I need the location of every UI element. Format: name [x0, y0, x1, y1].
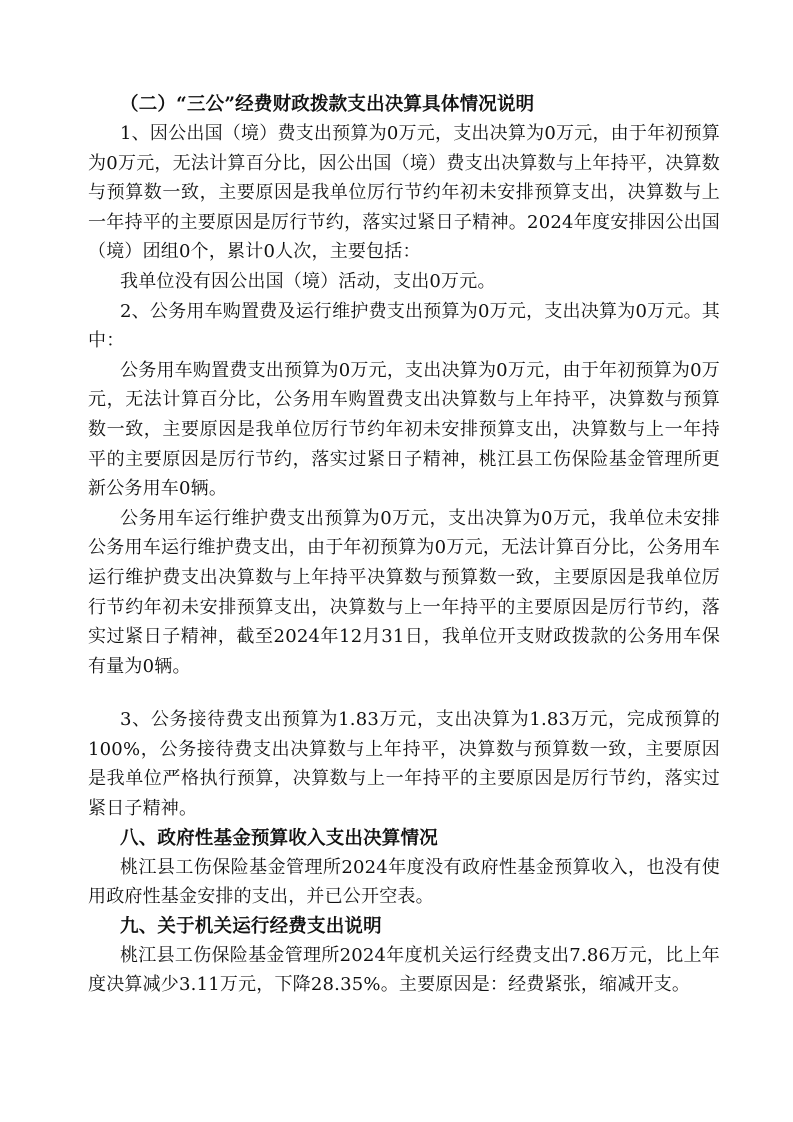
- paragraph-overseas-travel: 1、因公出国（境）费支出预算为0万元，支出决算为0万元，由于年初预算为0万元，无法计算百分比，因公出国（境）费支出决算数与上年持平，决算数与预算数一致，主要原因是我单位厉行节约年初未安排预算支出，决算数与上一年持平的主要原因是厉行节约，落实过紧日子精神。2024年度安排因公出国（境）团组0个，累计0人次，主要包括：: [88, 123, 720, 263]
- section-heading-government-fund: 八、政府性基金预算收入支出决算情况: [120, 827, 438, 849]
- paragraph-government-fund: 桃江县工伤保险基金管理所2024年度没有政府性基金预算收入，也没有使用政府性基金安排的支出，并已公开空表。: [88, 856, 720, 908]
- document-page: [88, 90, 720, 1000]
- section-heading-three-public-expenses: （二）“三公”经费财政拨款支出决算具体情况说明: [120, 94, 535, 115]
- blank-line: [88, 681, 720, 705]
- paragraph-vehicle-summary: 2、公务用车购置费及运行维护费支出预算为0万元，支出决算为0万元。其中：: [88, 300, 720, 352]
- paragraph-vehicle-operation: 公务用车运行维护费支出预算为0万元，支出决算为0万元，我单位未安排公务用车运行维护费支出，由于年初预算为0万元，无法计算百分比，公务用车运行维护费支出决算数与上年持平决算数与预算数一致，主要原因是我单位厉行节约年初未安排预算支出，决算数与上一年持平的主要原因是厉行节约，落实过紧日子精神，截至2024年12月31日，我单位开支财政拨款的公务用车保有量为0辆。: [88, 507, 720, 677]
- paragraph-vehicle-purchase: 公务用车购置费支出预算为0万元，支出决算为0万元，由于年初预算为0万元，无法计算百分比，公务用车购置费支出决算数与上年持平，决算数与预算数一致，主要原因是我单位厉行节约年初未安排预算支出，决算数与上一年持平的主要原因是厉行节约，落实过紧日子精神，桃江县工伤保险基金管理所更新公务用车0辆。: [88, 359, 720, 500]
- paragraph-operating-expenses: 桃江县工伤保险基金管理所2024年度机关运行经费支出7.86万元，比上年度决算减少3.11万元，下降28.35%。主要原因是：经费紧张，缩减开支。: [88, 944, 720, 996]
- paragraph-reception-expenses: 3、公务接待费支出预算为1.83万元，支出决算为1.83万元，完成预算的100%，公务接待费支出决算数与上年持平，决算数与预算数一致，主要原因是我单位严格执行预算，决算数与上一年持平的主要原因是厉行节约，落实过紧日子精神。: [88, 709, 720, 820]
- paragraph-no-overseas-activity: 我单位没有因公出国（境）活动，支出0万元。: [120, 270, 496, 292]
- section-heading-operating-expenses: 九、关于机关运行经费支出说明: [120, 915, 382, 937]
